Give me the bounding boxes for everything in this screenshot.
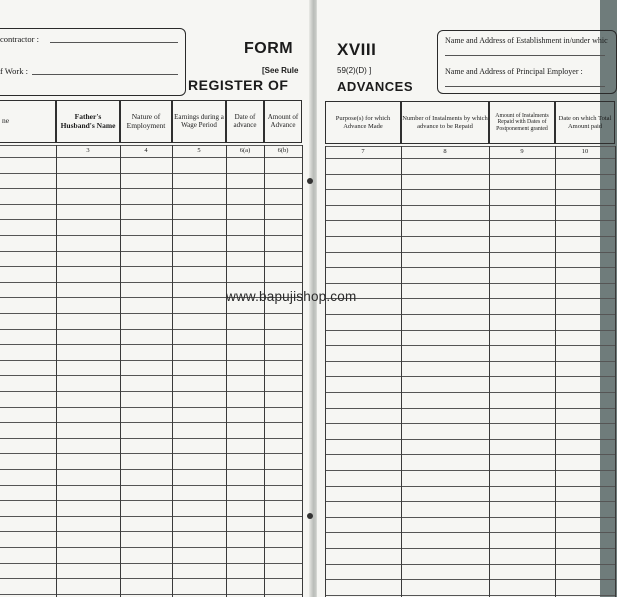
- grid-row-rule: [325, 236, 615, 237]
- grid-row-rule: [325, 486, 615, 487]
- grid-row-rule: [325, 189, 615, 190]
- grid-row-rule: [325, 314, 615, 315]
- col-num-7: 7: [361, 148, 365, 155]
- col-date-paid-header: Date on which Total Amount paid: [555, 101, 615, 144]
- establishment-fill-line: [445, 55, 605, 56]
- col-purpose-header: Purpose(s) for which Advance Made: [325, 101, 401, 144]
- grid-row-rule: [325, 361, 615, 362]
- grid-top-rule: [325, 158, 615, 159]
- grid-row-rule: [0, 219, 302, 220]
- grid-row-rule: [0, 313, 302, 314]
- col-num-9: 9: [520, 148, 524, 155]
- grid-row-rule: [0, 438, 302, 439]
- grid-column-rule: [56, 145, 57, 597]
- grid-row-rule: [0, 453, 302, 454]
- col-earnings-header: Earnings during a Wage Period: [172, 100, 226, 143]
- grid-row-rule: [325, 298, 615, 299]
- binding-hole-bottom: [307, 513, 313, 519]
- employer-label: Name and Address of Principal Employer :: [445, 67, 583, 76]
- col-num-5: 5: [197, 147, 201, 154]
- grid-row-rule: [325, 564, 615, 565]
- grid-row-rule: [0, 188, 302, 189]
- grid-row-rule: [0, 329, 302, 330]
- grid-row-rule: [325, 220, 615, 221]
- col-num-3: 3: [86, 147, 90, 154]
- binding-hole-top: [307, 178, 313, 184]
- grid-row-rule: [0, 204, 302, 205]
- work-label: f Work :: [0, 66, 28, 76]
- grid-row-rule: [325, 376, 615, 377]
- col-father-header: Father's Husband's Name: [56, 100, 120, 143]
- grid-row-rule: [0, 266, 302, 267]
- grid-row-rule: [325, 330, 615, 331]
- grid-row-rule: [0, 547, 302, 548]
- contractor-label: contractor :: [0, 34, 39, 44]
- grid-row-rule: [0, 594, 302, 595]
- grid-row-rule: [0, 531, 302, 532]
- grid-header-bottom-rule: [0, 145, 302, 146]
- grid-column-rule: [325, 146, 326, 597]
- grid-row-rule: [325, 408, 615, 409]
- grid-row-rule: [325, 423, 615, 424]
- work-fill-line: [32, 74, 178, 75]
- grid-header-bottom-rule: [325, 146, 615, 147]
- grid-row-rule: [0, 282, 302, 283]
- grid-row-rule: [325, 267, 615, 268]
- grid-row-rule: [325, 392, 615, 393]
- grid-row-rule: [0, 578, 302, 579]
- grid-row-rule: [0, 500, 302, 501]
- grid-row-rule: [0, 422, 302, 423]
- rule-reference: 59(2)(D) ]: [337, 66, 372, 75]
- watermark-text: www.bapujishop.com: [226, 289, 357, 304]
- right-page: [316, 0, 612, 597]
- grid-column-rule: [120, 145, 121, 597]
- grid-row-rule: [0, 516, 302, 517]
- form-word: FORM: [244, 40, 294, 57]
- grid-row-rule: [325, 517, 615, 518]
- employer-fill-line: [445, 86, 605, 87]
- grid-row-rule: [325, 345, 615, 346]
- grid-row-rule: [325, 283, 615, 284]
- grid-column-rule: [489, 146, 490, 597]
- form-number: XVIII: [337, 40, 377, 59]
- register-of: REGISTER OF: [188, 77, 289, 93]
- grid-column-rule: [615, 146, 616, 597]
- grid-row-rule: [0, 235, 302, 236]
- grid-row-rule: [325, 174, 615, 175]
- grid-row-rule: [325, 470, 615, 471]
- grid-row-rule: [0, 173, 302, 174]
- grid-row-rule: [0, 251, 302, 252]
- grid-row-rule: [0, 407, 302, 408]
- col-num-10: 10: [581, 148, 589, 155]
- grid-top-rule: [0, 157, 302, 158]
- establishment-label: Name and Address of Establishment in/under whic: [445, 36, 608, 45]
- grid-column-rule: [264, 145, 265, 597]
- grid-row-rule: [325, 501, 615, 502]
- grid-row-rule: [0, 391, 302, 392]
- grid-column-rule: [555, 146, 556, 597]
- col-instalments-header: Number of Instalments by which advance to be Repaid: [401, 101, 489, 144]
- grid-row-rule: [325, 439, 615, 440]
- col-num-6a: 6(a): [239, 147, 251, 154]
- grid-row-rule: [0, 344, 302, 345]
- advances-title: ADVANCES: [337, 79, 413, 94]
- grid-row-rule: [0, 469, 302, 470]
- col-amount-advance-header: Amount of Advance: [264, 100, 302, 143]
- grid-column-rule: [302, 145, 303, 597]
- grid-row-rule: [0, 485, 302, 486]
- see-rule: [See Rule: [262, 66, 299, 75]
- col-employment-header: Nature of Employment: [120, 100, 172, 143]
- col-name-header: ne: [0, 100, 56, 143]
- grid-row-rule: [0, 563, 302, 564]
- grid-row-rule: [325, 579, 615, 580]
- col-num-4: 4: [144, 147, 148, 154]
- contractor-fill-line: [50, 42, 178, 43]
- col-date-advance-header: Date of advance: [226, 100, 264, 143]
- grid-row-rule: [325, 454, 615, 455]
- grid-row-rule: [325, 548, 615, 549]
- grid-column-rule: [226, 145, 227, 597]
- grid-column-rule: [401, 146, 402, 597]
- grid-row-rule: [0, 375, 302, 376]
- col-num-8: 8: [443, 148, 447, 155]
- grid-row-rule: [0, 360, 302, 361]
- grid-row-rule: [325, 252, 615, 253]
- grid-row-rule: [325, 595, 615, 596]
- grid-column-rule: [172, 145, 173, 597]
- grid-row-rule: [325, 205, 615, 206]
- col-num-6b: 6(b): [277, 147, 289, 154]
- col-amount-instalments-header: Amount of Instalments Repaid with Dates of Postponement granted: [489, 101, 555, 144]
- grid-row-rule: [325, 532, 615, 533]
